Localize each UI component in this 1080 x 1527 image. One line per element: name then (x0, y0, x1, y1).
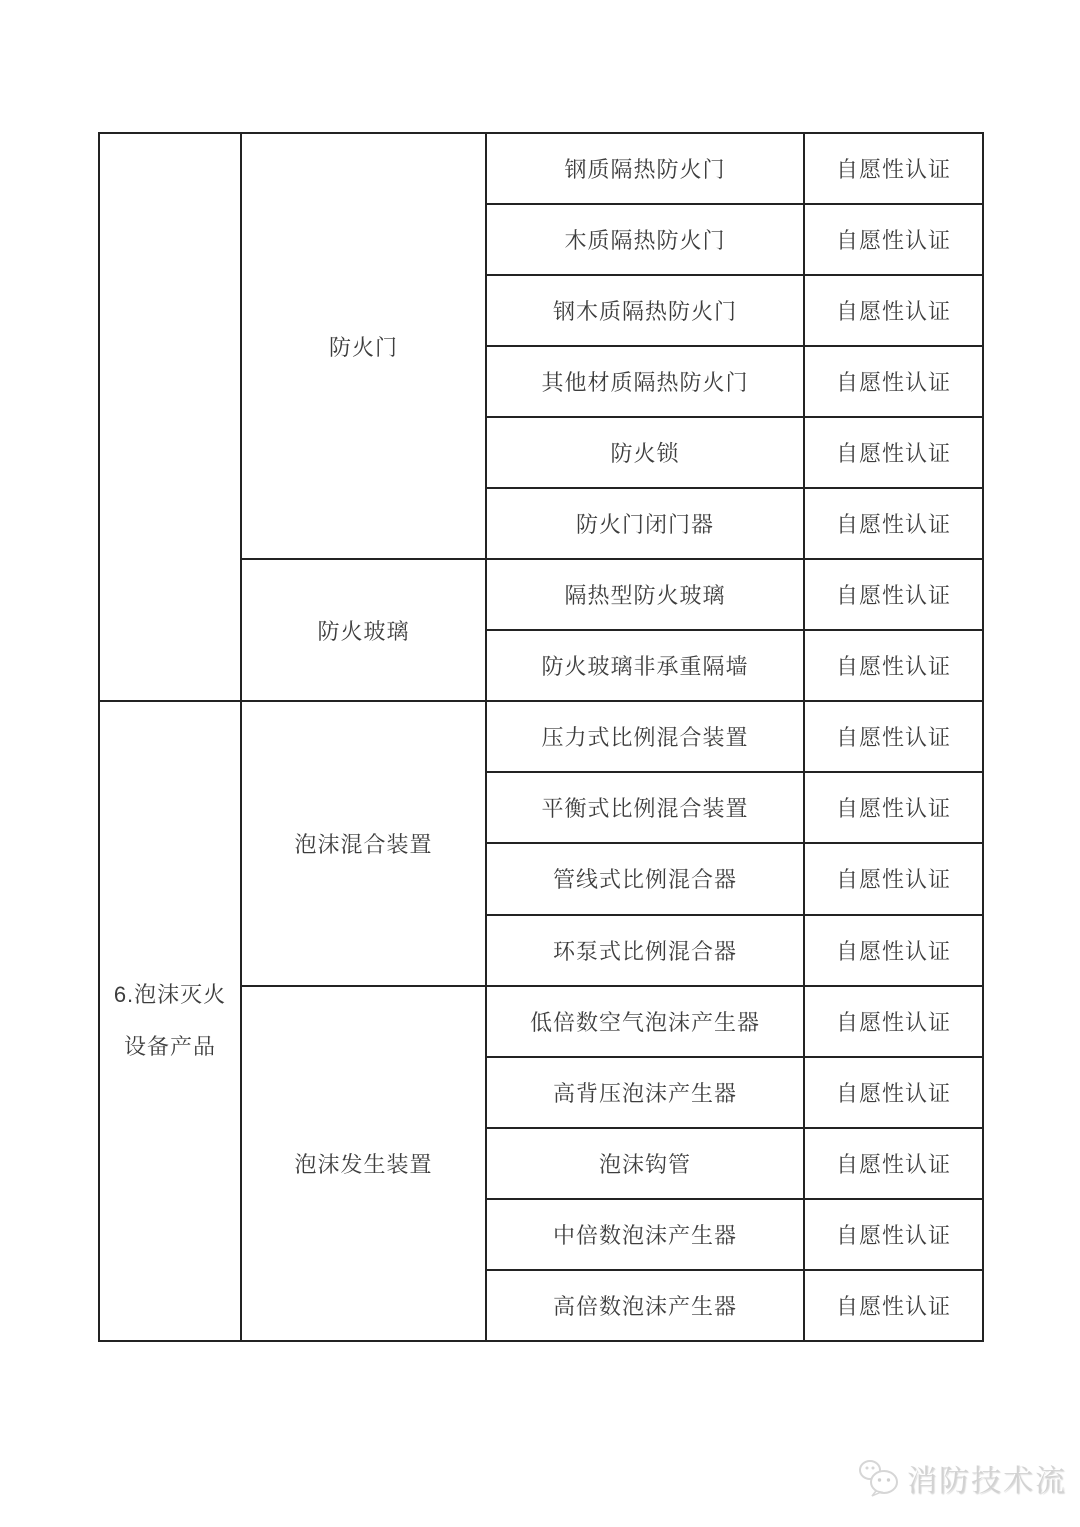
category-line: 设备产品 (123, 1034, 216, 1060)
table-row (99, 133, 983, 204)
product-cell: 高倍数泡沫产生器 (486, 1270, 804, 1341)
certification-cell: 自愿性认证 (804, 843, 983, 914)
watermark-label: 消防技术流 (907, 1465, 1067, 1498)
product-cell: 钢木质隔热防火门 (486, 275, 804, 346)
certification-cell: 自愿性认证 (804, 1128, 983, 1199)
subcategory-cell: 泡沫混合装置 (241, 701, 486, 985)
product-cell: 钢质隔热防火门 (486, 133, 804, 204)
product-cell: 高背压泡沫产生器 (486, 1057, 804, 1128)
subcategory-cell: 泡沫发生装置 (241, 986, 486, 1341)
subcategory-cell: 防火门 (241, 133, 486, 559)
certification-table (98, 132, 984, 1342)
product-cell: 压力式比例混合装置 (486, 701, 804, 772)
product-cell: 环泵式比例混合器 (486, 915, 804, 986)
certification-cell: 自愿性认证 (804, 630, 983, 701)
product-cell: 其他材质隔热防火门 (486, 346, 804, 417)
certification-cell: 自愿性认证 (804, 559, 983, 630)
product-cell: 泡沫钩管 (486, 1128, 804, 1199)
product-cell: 平衡式比例混合装置 (486, 772, 804, 843)
category-cell (99, 701, 241, 1341)
certification-cell: 自愿性认证 (804, 1057, 983, 1128)
certification-cell: 自愿性认证 (804, 915, 983, 986)
certification-cell: 自愿性认证 (804, 204, 983, 275)
product-cell: 防火玻璃非承重隔墙 (486, 630, 804, 701)
certification-cell: 自愿性认证 (804, 275, 983, 346)
wechat-icon (858, 1459, 900, 1497)
certification-cell: 自愿性认证 (804, 1199, 983, 1270)
product-cell: 隔热型防火玻璃 (486, 559, 804, 630)
certification-cell: 自愿性认证 (804, 1270, 983, 1341)
product-cell: 防火锁 (486, 417, 804, 488)
certification-cell: 自愿性认证 (804, 701, 983, 772)
product-cell: 防火门闭门器 (486, 488, 804, 559)
certification-cell: 自愿性认证 (804, 346, 983, 417)
product-cell: 木质隔热防火门 (486, 204, 804, 275)
subcategory-cell: 防火玻璃 (241, 559, 486, 701)
product-cell: 中倍数泡沫产生器 (486, 1199, 804, 1270)
certification-cell: 自愿性认证 (804, 986, 983, 1057)
watermark (858, 1452, 1067, 1504)
certification-cell: 自愿性认证 (804, 417, 983, 488)
certification-cell: 自愿性认证 (804, 488, 983, 559)
product-cell: 低倍数空气泡沫产生器 (486, 986, 804, 1057)
category-cell (99, 133, 241, 701)
certification-cell: 自愿性认证 (804, 133, 983, 204)
product-cell: 管线式比例混合器 (486, 843, 804, 914)
table-row (99, 701, 983, 772)
category-line: 6.泡沫灭火 (113, 982, 227, 1008)
certification-cell: 自愿性认证 (804, 772, 983, 843)
